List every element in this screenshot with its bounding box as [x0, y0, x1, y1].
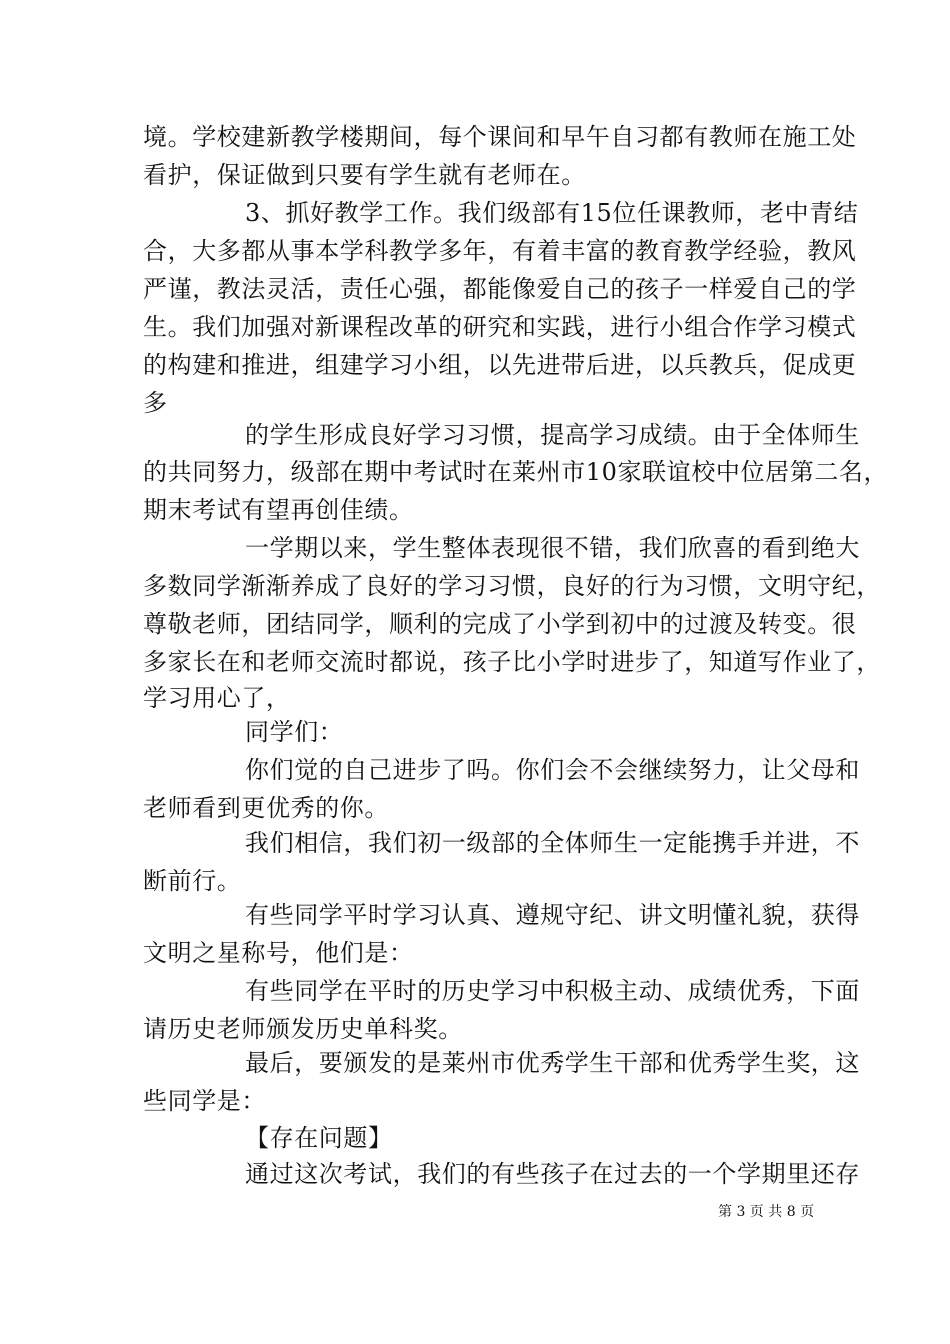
text-line: 的学生形成良好学习习惯，提高学习成绩。由于全体师生 — [245, 421, 860, 449]
text-line: 一学期以来，学生整体表现很不错，我们欣喜的看到绝大 — [245, 534, 860, 562]
text-line: 多家长在和老师交流时都说，孩子比小学时进步了，知道写作业了， — [143, 648, 881, 676]
text-line: 通过这次考试，我们的有些孩子在过去的一个学期里还存 — [245, 1160, 860, 1188]
text-line: 合，大多都从事本学科教学多年，有着丰富的教育教学经验，教风 — [143, 237, 857, 265]
text-line: 我们相信，我们初一级部的全体师生一定能携手并进，不 — [245, 829, 860, 857]
page-number-footer: 第 3 页 共 8 页 — [718, 1204, 815, 1220]
text-line: 老师看到更优秀的你。 — [143, 794, 389, 822]
text-line: 的共同努力，级部在期中考试时在莱州市10家联谊校中位居第二名， — [143, 458, 889, 486]
text-line: 的构建和推进，组建学习小组，以先进带后进，以兵教兵，促成更 — [143, 351, 857, 379]
text-line: 请历史老师颁发历史单科奖。 — [143, 1015, 463, 1043]
section-heading: 【存在问题】 — [245, 1124, 393, 1152]
text-line: 严谨，教法灵活，责任心强，都能像爱自己的孩子一样爱自己的学 — [143, 275, 857, 303]
text-line: 些同学是： — [143, 1087, 266, 1115]
text-line: 有些同学平时学习认真、遵规守纪、讲文明懂礼貌，获得 — [245, 901, 860, 929]
text-line: 境。学校建新教学楼期间，每个课间和早午自习都有教师在施工处 — [143, 123, 857, 151]
text-line: 断前行。 — [143, 867, 242, 895]
text-line: 看护，保证做到只要有学生就有老师在。 — [143, 161, 586, 189]
text-line: 期末考试有望再创佳绩。 — [143, 496, 414, 524]
text-line: 学习用心了， — [143, 684, 291, 712]
text-line: 同学们： — [245, 718, 344, 746]
text-line: 生。我们加强对新课程改革的研究和实践，进行小组合作学习模式 — [143, 313, 857, 341]
text-line: 3、抓好教学工作。我们级部有15位任课教师，老中青结 — [245, 199, 859, 227]
text-line: 多 — [143, 389, 168, 417]
text-line: 多数同学渐渐养成了良好的学习习惯，良好的行为习惯，文明守纪， — [143, 572, 881, 600]
text-line: 有些同学在平时的历史学习中积极主动、成绩优秀，下面 — [245, 977, 860, 1005]
text-line: 文明之星称号，他们是： — [143, 939, 414, 967]
text-line: 最后，要颁发的是莱州市优秀学生干部和优秀学生奖，这 — [245, 1049, 860, 1077]
text-line: 尊敬老师，团结同学，顺利的完成了小学到初中的过渡及转变。很 — [143, 610, 857, 638]
text-line: 你们觉的自己进步了吗。你们会不会继续努力，让父母和 — [245, 756, 860, 784]
